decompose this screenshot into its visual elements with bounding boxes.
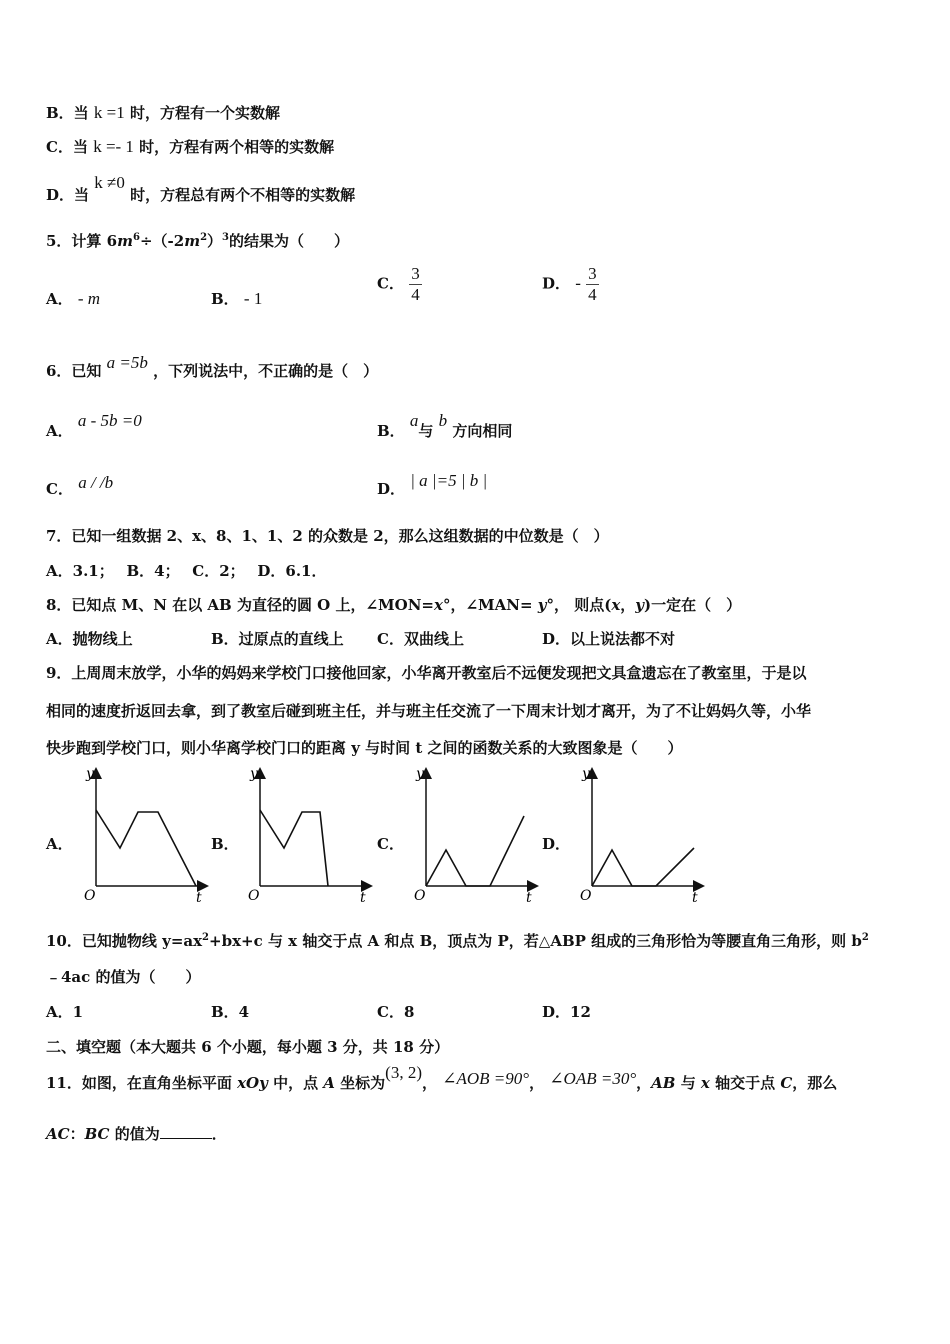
var-y: y bbox=[537, 596, 547, 614]
q5-option-b bbox=[211, 288, 262, 309]
numerator: 3 bbox=[588, 264, 597, 283]
q9-line-3: 快步跑到学校门口，则小华离学校门口的距离 y 与时间 t 之间的函数关系的大致图象是（ ） bbox=[46, 739, 683, 757]
option-text: 方向相同 bbox=[452, 422, 513, 440]
stem-text: 6．已知 bbox=[46, 362, 102, 380]
q6-option-c bbox=[46, 472, 114, 498]
q6-option-b bbox=[377, 410, 513, 440]
origin-label: O bbox=[84, 888, 96, 904]
option-label: A． bbox=[46, 290, 73, 308]
q9-graph-c bbox=[400, 766, 540, 906]
angle-expr: ∠OAB =30° bbox=[549, 1069, 637, 1088]
q8-stem bbox=[46, 594, 741, 615]
minus-sign: - bbox=[575, 273, 581, 293]
option-text: 与 bbox=[418, 422, 434, 440]
math-expr: - m bbox=[77, 289, 101, 308]
option-label: D．当 bbox=[46, 186, 90, 204]
stem-text: °， 则点( bbox=[546, 596, 612, 614]
origin-label: O bbox=[248, 888, 260, 904]
var-y: y bbox=[635, 596, 644, 614]
math-var: AC bbox=[46, 1125, 70, 1143]
q10-option-c: C．8 bbox=[377, 1003, 415, 1021]
function-line bbox=[260, 810, 328, 886]
stem-text: ，那么 bbox=[792, 1074, 838, 1092]
exponent: 2 bbox=[861, 932, 869, 943]
option-label: C． bbox=[377, 274, 404, 293]
function-line bbox=[96, 810, 196, 886]
math-var: AB bbox=[651, 1074, 676, 1092]
math-expr: a / /b bbox=[78, 473, 114, 492]
stem-text: ： bbox=[69, 1125, 85, 1143]
q9-label-b: B． bbox=[211, 835, 239, 853]
stem-text: °，∠MAN= bbox=[442, 596, 538, 614]
math-expr: - 1 bbox=[243, 289, 263, 308]
q4-option-c bbox=[46, 136, 334, 157]
q9-line-1: 9．上周周末放学，小华的妈妈来学校门口接他回家，小华离开教室后不远便发现把文具盒遗忘在了教室里，于是以 bbox=[46, 664, 807, 682]
q9-graph-b bbox=[234, 766, 374, 906]
math-expr: | a |=5 | b | bbox=[410, 471, 488, 490]
exponent: 6 bbox=[132, 232, 140, 243]
stem-text: ． bbox=[211, 1125, 227, 1143]
q9-graph-d bbox=[566, 766, 706, 906]
option-text: 时，方程有两个相等的实数解 bbox=[139, 138, 335, 156]
stem-text: +bx+c 与 x 轴交于点 A 和点 B，顶点为 P，若△ABP 组成的三角形恰为等腰直角三角形，则 b bbox=[209, 932, 862, 950]
stem-text: 10．已知抛物线 y=ax bbox=[46, 932, 203, 950]
math-var: A bbox=[323, 1074, 335, 1092]
math-expr: a =5b bbox=[106, 353, 148, 372]
q10-option-a: A．1 bbox=[46, 1003, 84, 1021]
q9-label-d: D． bbox=[542, 835, 571, 853]
var-m: m bbox=[184, 232, 201, 250]
option-label: D． bbox=[377, 480, 406, 498]
section-2-heading: 二、填空题（本大题共 6 个小题，每小题 3 分，共 18 分） bbox=[46, 1038, 450, 1056]
q10-option-b: B．4 bbox=[211, 1003, 250, 1021]
stem-text: ÷（-2 bbox=[139, 232, 185, 250]
t-axis-label: t bbox=[196, 890, 202, 906]
stem-text: 中，点 bbox=[267, 1074, 324, 1092]
q8-option-a: A．抛物线上 bbox=[46, 630, 133, 648]
q4-option-d bbox=[46, 172, 356, 204]
q9-line-2: 相同的速度折返回去拿，到了教室后碰到班主任，并与班主任交流了一下周末计划才离开，为了不让妈妈久等，小华 bbox=[46, 702, 812, 720]
denominator: 4 bbox=[411, 285, 420, 304]
math-expr: k =- 1 bbox=[93, 137, 134, 156]
math-var: C bbox=[780, 1074, 793, 1092]
option-label: C． bbox=[46, 480, 73, 498]
math-var: BC bbox=[84, 1125, 110, 1143]
coordinate: (3, 2) bbox=[385, 1063, 422, 1082]
q6-option-a bbox=[46, 410, 142, 440]
option-label: A． bbox=[46, 422, 73, 440]
q10-line-2: ﹣4ac 的值为（ ） bbox=[46, 968, 201, 986]
answer-blank[interactable] bbox=[160, 1124, 212, 1139]
q5-option-c bbox=[377, 264, 422, 305]
denominator: 4 bbox=[588, 285, 597, 304]
option-label: B． bbox=[211, 290, 239, 308]
math-expr: a - 5b =0 bbox=[77, 411, 142, 430]
math-var: x bbox=[700, 1074, 710, 1092]
math-expr: b bbox=[438, 411, 448, 430]
q7-stem: 7．已知一组数据 2、x、8、1、1、2 的众数是 2，那么这组数据的中位数是（ ） bbox=[46, 527, 609, 545]
numerator: 3 bbox=[411, 264, 420, 283]
stem-text: 5．计算 6 bbox=[46, 232, 118, 250]
q6-option-d bbox=[377, 470, 488, 498]
stem-text: 8．已知点 M、N 在以 AB 为直径的圆 O 上，∠MON= bbox=[46, 596, 434, 614]
t-axis-label: t bbox=[360, 890, 366, 906]
q8-option-c: C．双曲线上 bbox=[377, 630, 464, 648]
fraction bbox=[409, 264, 422, 305]
option-label: B． bbox=[377, 422, 405, 440]
stem-text: ， bbox=[636, 1074, 652, 1092]
q10-option-d: D．12 bbox=[542, 1003, 591, 1021]
stem-text: )一定在（ ） bbox=[644, 596, 742, 614]
q5-option-a bbox=[46, 288, 100, 309]
var-x: x bbox=[611, 596, 621, 614]
option-text: 时，方程有一个实数解 bbox=[130, 104, 281, 122]
q9-label-c: C． bbox=[377, 835, 404, 853]
function-line bbox=[592, 848, 694, 886]
y-axis-label: y bbox=[86, 766, 94, 782]
stem-text: ， bbox=[529, 1074, 545, 1092]
y-axis-label: y bbox=[250, 766, 258, 782]
stem-text: 11．如图，在直角坐标平面 bbox=[46, 1074, 238, 1092]
option-text: 时，方程总有两个不相等的实数解 bbox=[130, 186, 356, 204]
stem-text: ，下列说法中，不正确的是（ ） bbox=[153, 362, 379, 380]
stem-text: 坐标为 bbox=[334, 1074, 386, 1092]
q8-option-b: B．过原点的直线上 bbox=[211, 630, 344, 648]
q11-line-2 bbox=[46, 1123, 227, 1144]
origin-label: O bbox=[414, 888, 426, 904]
stem-text: ， bbox=[422, 1074, 438, 1092]
q10-line-1 bbox=[46, 930, 869, 951]
var-x: x bbox=[434, 596, 443, 614]
option-label: D． bbox=[542, 274, 571, 293]
y-axis-label: y bbox=[416, 766, 424, 782]
t-axis-label: t bbox=[526, 890, 532, 906]
exponent: 2 bbox=[200, 232, 208, 243]
option-label: C．当 bbox=[46, 138, 88, 156]
stem-text: 的值为 bbox=[109, 1125, 160, 1143]
stem-text: ） bbox=[207, 232, 223, 250]
q4-option-b bbox=[46, 102, 280, 123]
math-var: xOy bbox=[237, 1074, 268, 1092]
q11-line-1 bbox=[46, 1062, 838, 1092]
exponent: 3 bbox=[222, 232, 230, 243]
stem-text: ， bbox=[620, 596, 636, 614]
q5-stem bbox=[46, 230, 349, 251]
stem-text: 与 bbox=[675, 1074, 701, 1092]
t-axis-label: t bbox=[692, 890, 698, 906]
q9-graph-a bbox=[70, 766, 210, 906]
q7-options: A．3.1； B．4； C．2； D．6.1． bbox=[46, 562, 327, 580]
math-expr: k ≠0 bbox=[94, 173, 125, 192]
stem-text: 轴交于点 bbox=[709, 1074, 781, 1092]
fraction bbox=[586, 264, 599, 305]
math-expr: k =1 bbox=[93, 103, 125, 122]
function-line bbox=[426, 816, 524, 886]
option-label: B．当 bbox=[46, 104, 89, 122]
exponent: 2 bbox=[202, 932, 210, 943]
angle-expr: ∠AOB =90° bbox=[442, 1069, 530, 1088]
math-expr: a bbox=[409, 411, 419, 430]
q5-option-d bbox=[542, 264, 599, 305]
q8-option-d: D．以上说法都不对 bbox=[542, 630, 676, 648]
q6-stem bbox=[46, 352, 379, 380]
var-m: m bbox=[117, 232, 133, 250]
y-axis-label: y bbox=[582, 766, 590, 782]
origin-label: O bbox=[580, 888, 592, 904]
q9-label-a: A． bbox=[46, 835, 73, 853]
stem-text: 的结果为（ ） bbox=[229, 232, 350, 250]
